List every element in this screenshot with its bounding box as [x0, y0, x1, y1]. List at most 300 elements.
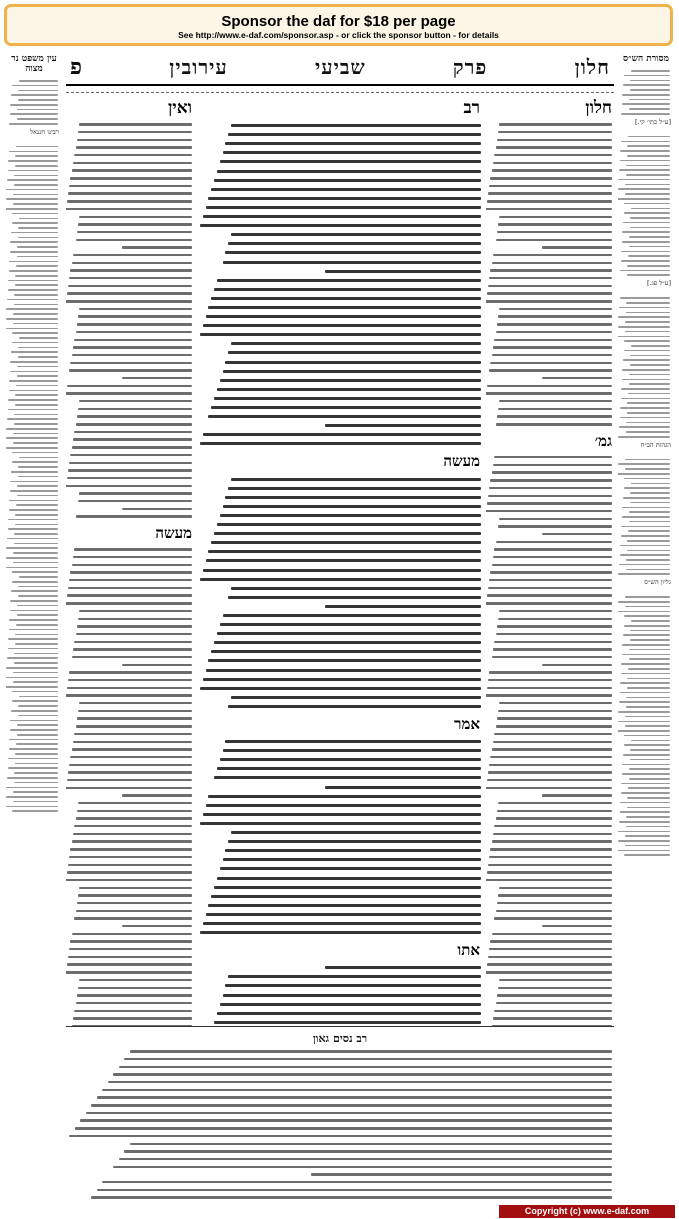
margin-line	[14, 294, 58, 296]
margin-line	[619, 307, 670, 309]
copyright-badge[interactable]: Copyright (c) www.e-daf.com	[499, 1205, 675, 1218]
margin-line	[7, 299, 58, 301]
margin-line	[15, 155, 58, 157]
text-line	[488, 587, 612, 589]
margin-line	[17, 246, 58, 248]
text-line	[214, 179, 481, 182]
text-line	[498, 894, 612, 896]
margin-line	[7, 179, 58, 181]
text-line	[228, 840, 481, 843]
text-line	[489, 948, 612, 950]
tosafot-word-maaseh: מעשה	[155, 524, 192, 543]
margin-line	[623, 497, 670, 499]
text-line	[490, 479, 612, 481]
margin-line	[16, 624, 58, 626]
margin-line	[7, 777, 58, 779]
text-line	[200, 822, 481, 825]
margin-line	[618, 711, 670, 713]
margin-line	[621, 113, 670, 115]
text-line	[74, 733, 192, 735]
text-line	[497, 231, 612, 233]
margin-line	[621, 141, 670, 143]
text-line	[496, 423, 612, 425]
text-line	[231, 124, 481, 127]
text-line	[220, 867, 481, 870]
margin-line	[630, 502, 670, 504]
text-line	[231, 831, 481, 834]
text-line	[203, 433, 481, 436]
margin-line	[12, 700, 58, 702]
margin-line	[628, 393, 670, 395]
text-line	[486, 879, 612, 881]
rashi-text	[486, 123, 614, 1050]
margin-line	[625, 193, 670, 195]
text-line	[80, 1119, 612, 1121]
text-line	[66, 787, 192, 789]
margin-line	[624, 350, 670, 352]
margin-line	[16, 504, 58, 506]
ein-mishpat-label: עין משפט נר מצוה	[11, 54, 57, 74]
text-line	[542, 533, 612, 535]
text-line	[497, 717, 612, 719]
margin-line	[628, 668, 670, 670]
text-line	[225, 984, 481, 987]
margin-line	[14, 772, 58, 774]
text-line	[200, 333, 481, 336]
text-line	[223, 505, 481, 508]
text-line	[489, 764, 612, 766]
margin-line	[13, 791, 58, 793]
text-line	[102, 1089, 612, 1091]
margin-line	[620, 417, 670, 419]
text-line	[231, 233, 481, 236]
text-line	[200, 578, 481, 581]
text-line	[494, 456, 612, 458]
margin-line	[618, 601, 670, 603]
margin-line	[631, 345, 670, 347]
margin-line	[13, 672, 58, 674]
margin-line	[630, 80, 670, 82]
margin-line	[626, 422, 670, 424]
text-line	[203, 813, 481, 816]
margin-line	[627, 687, 670, 689]
text-line	[487, 594, 612, 596]
text-line	[496, 1002, 612, 1004]
right-margin-note: [ע״ל כתי׳ קי.]	[635, 117, 671, 126]
right-margin-note: הגהות הב״ח	[640, 440, 671, 449]
text-line	[73, 1017, 192, 1019]
margin-line	[11, 232, 58, 234]
text-line	[208, 306, 481, 309]
text-line	[486, 392, 612, 394]
text-line	[214, 886, 481, 889]
text-line	[77, 323, 192, 325]
margin-line	[6, 318, 58, 320]
text-line	[490, 848, 612, 850]
text-line	[499, 216, 612, 218]
text-line	[78, 987, 192, 989]
margin-line	[18, 715, 58, 717]
text-line	[217, 170, 481, 173]
text-line	[200, 224, 481, 227]
text-line	[325, 424, 481, 427]
text-line	[488, 771, 612, 773]
margin-line	[620, 692, 670, 694]
text-line	[231, 587, 481, 590]
margin-line	[622, 773, 670, 775]
text-line	[499, 400, 612, 402]
margin-line	[631, 483, 670, 485]
margin-line	[627, 797, 670, 799]
text-line	[498, 987, 612, 989]
margin-line	[621, 783, 670, 785]
text-line	[208, 415, 481, 418]
text-line	[66, 485, 192, 487]
text-line	[76, 633, 192, 635]
margin-line	[622, 507, 670, 509]
margin-line	[619, 564, 670, 566]
margin-line	[13, 442, 58, 444]
text-line	[77, 902, 192, 904]
text-line	[67, 594, 192, 596]
margin-line	[6, 667, 58, 669]
text-line	[203, 215, 481, 218]
text-line	[225, 142, 481, 145]
margin-line	[6, 437, 58, 439]
text-line	[78, 618, 192, 620]
margin-line	[631, 740, 670, 742]
margin-line	[18, 705, 58, 707]
text-line	[498, 710, 612, 712]
margin-line	[618, 573, 670, 575]
text-line	[496, 817, 612, 819]
text-line	[203, 922, 481, 925]
margin-line	[622, 369, 670, 371]
margin-line	[9, 270, 58, 272]
text-line	[498, 525, 612, 527]
margin-line	[16, 146, 58, 148]
text-line	[68, 587, 192, 589]
text-line	[77, 717, 192, 719]
margin-line	[15, 763, 58, 765]
text-line	[225, 361, 481, 364]
gemara-word-amar: אמר	[454, 715, 480, 733]
text-line	[122, 246, 192, 248]
text-line	[73, 254, 192, 256]
margin-line	[18, 586, 58, 588]
margin-line	[14, 423, 58, 425]
text-line	[102, 1181, 612, 1183]
right-margin	[618, 50, 674, 1200]
text-line	[211, 895, 481, 898]
margin-line	[625, 845, 670, 847]
sponsor-banner[interactable]	[4, 4, 673, 46]
text-line	[220, 623, 481, 626]
text-line	[542, 794, 612, 796]
text-line	[67, 687, 192, 689]
margin-line	[9, 509, 58, 511]
text-line	[70, 848, 192, 850]
margin-line	[10, 241, 58, 243]
text-line	[72, 446, 192, 448]
margin-line	[14, 782, 58, 784]
margin-line	[12, 461, 58, 463]
text-line	[493, 833, 612, 835]
margin-line	[625, 331, 670, 333]
text-line	[68, 864, 192, 866]
text-line	[130, 1050, 612, 1052]
text-line	[499, 518, 612, 520]
margin-line	[10, 104, 58, 106]
text-line	[76, 817, 192, 819]
margin-line	[18, 466, 58, 468]
text-line	[214, 1021, 481, 1024]
text-line	[91, 1196, 612, 1198]
bottom-commentary-text	[66, 1050, 614, 1200]
text-line	[325, 786, 481, 789]
text-line	[225, 496, 481, 499]
margin-line	[6, 428, 58, 430]
text-line	[494, 1010, 612, 1012]
text-line	[78, 500, 192, 502]
text-line	[208, 795, 481, 798]
text-line	[211, 541, 481, 544]
margin-line	[12, 452, 58, 454]
text-line	[73, 346, 192, 348]
bottom-commentary	[66, 1026, 614, 1200]
text-line	[225, 251, 481, 254]
margin-line	[621, 535, 670, 537]
text-line	[211, 188, 481, 191]
margin-line	[17, 118, 58, 120]
text-line	[70, 362, 192, 364]
text-line	[66, 879, 192, 881]
text-line	[97, 1189, 612, 1191]
margin-line	[618, 463, 670, 465]
margin-line	[9, 619, 58, 621]
text-line	[74, 548, 192, 550]
margin-line	[626, 312, 670, 314]
margin-line	[12, 810, 58, 812]
text-line	[498, 131, 612, 133]
text-line	[77, 625, 192, 627]
text-line	[487, 871, 612, 873]
margin-line	[622, 654, 670, 656]
margin-line	[7, 538, 58, 540]
rashi-opening-word: חלון	[585, 98, 612, 118]
text-line	[493, 464, 612, 466]
margin-line	[620, 297, 670, 299]
sponsor-banner-title: Sponsor the daf for $18 per page	[221, 13, 456, 30]
text-line	[79, 123, 192, 125]
text-line	[76, 239, 192, 241]
margin-line	[629, 658, 670, 660]
margin-line	[629, 521, 670, 523]
margin-line	[620, 270, 670, 272]
text-line	[492, 354, 612, 356]
text-line	[70, 756, 192, 758]
text-line	[206, 206, 481, 209]
text-line	[489, 369, 612, 371]
text-line	[487, 292, 612, 294]
text-line	[490, 177, 612, 179]
text-line	[69, 1135, 612, 1137]
text-line	[122, 794, 192, 796]
text-line	[220, 514, 481, 517]
margin-line	[618, 436, 670, 438]
text-line	[220, 160, 481, 163]
margin-line	[9, 500, 58, 502]
text-line	[231, 342, 481, 345]
text-line	[79, 492, 192, 494]
margin-line	[15, 284, 58, 286]
text-line	[76, 146, 192, 148]
margin-line	[627, 807, 670, 809]
text-line	[494, 825, 612, 827]
text-line	[68, 192, 192, 194]
text-line	[78, 223, 192, 225]
margin-line	[9, 748, 58, 750]
margin-line	[629, 768, 670, 770]
margin-line	[12, 85, 58, 87]
text-line	[494, 917, 612, 919]
margin-line	[6, 677, 58, 679]
text-line	[487, 963, 612, 965]
text-line	[67, 385, 192, 387]
margin-line	[622, 764, 670, 766]
margin-line	[627, 678, 670, 680]
margin-line	[11, 351, 58, 353]
margin-line	[619, 821, 670, 823]
margin-line	[623, 222, 670, 224]
text-line	[69, 948, 192, 950]
text-line	[86, 1112, 612, 1114]
text-line	[79, 702, 192, 704]
text-line	[108, 1081, 612, 1083]
text-line	[200, 442, 481, 445]
margin-line	[15, 394, 58, 396]
margin-line	[624, 75, 670, 77]
text-line	[76, 423, 192, 425]
margin-line	[626, 826, 670, 828]
margin-line	[13, 801, 58, 803]
text-line	[66, 694, 192, 696]
margin-line	[9, 261, 58, 263]
margin-line	[9, 380, 58, 382]
text-line	[490, 940, 612, 942]
text-line	[73, 741, 192, 743]
text-line	[77, 231, 192, 233]
text-line	[73, 833, 192, 835]
margin-line	[19, 457, 58, 459]
text-line	[325, 270, 481, 273]
margin-line	[11, 471, 58, 473]
margin-line	[630, 217, 670, 219]
margin-line	[627, 540, 670, 542]
text-line	[77, 415, 192, 417]
text-line	[488, 679, 612, 681]
margin-line	[630, 759, 670, 761]
margin-line	[625, 321, 670, 323]
text-line	[79, 216, 192, 218]
margin-line	[620, 150, 670, 152]
margin-line	[8, 289, 58, 291]
margin-line	[624, 212, 670, 214]
text-line	[78, 710, 192, 712]
text-line	[66, 208, 192, 210]
text-line	[311, 1173, 612, 1175]
margin-line	[14, 184, 58, 186]
margin-line	[14, 175, 58, 177]
margin-line	[18, 595, 58, 597]
text-line	[78, 802, 192, 804]
margin-line	[12, 222, 58, 224]
text-line	[492, 933, 612, 935]
margin-line	[620, 160, 670, 162]
margin-line	[623, 84, 670, 86]
margin-line	[626, 431, 670, 433]
text-line	[91, 1104, 612, 1106]
margin-line	[630, 364, 670, 366]
text-line	[487, 385, 612, 387]
left-margin-note: רבינו חננאל	[30, 127, 59, 136]
margin-line	[12, 581, 58, 583]
margin-line	[622, 94, 670, 96]
text-line	[494, 154, 612, 156]
margin-line	[9, 151, 58, 153]
text-line	[492, 564, 612, 566]
margin-line	[621, 663, 670, 665]
text-line	[487, 502, 612, 504]
text-line	[122, 508, 192, 510]
text-line	[124, 1150, 612, 1152]
text-line	[206, 913, 481, 916]
text-line	[493, 648, 612, 650]
margin-line	[7, 418, 58, 420]
text-line	[492, 840, 612, 842]
rashi-word-gemara: גמ׳	[594, 431, 612, 450]
text-line	[492, 262, 612, 264]
right-margin-note: גליון הש״ס	[644, 578, 671, 587]
text-line	[74, 339, 192, 341]
text-line	[67, 871, 192, 873]
text-line	[325, 966, 481, 969]
margin-line	[17, 495, 58, 497]
text-line	[490, 362, 612, 364]
margin-line	[17, 734, 58, 736]
margin-line	[627, 145, 670, 147]
margin-line	[624, 615, 670, 617]
text-line	[498, 223, 612, 225]
text-line	[493, 556, 612, 558]
margin-line	[18, 227, 58, 229]
text-line	[542, 246, 612, 248]
text-line	[231, 696, 481, 699]
text-line	[69, 856, 192, 858]
margin-line	[11, 590, 58, 592]
text-line	[488, 864, 612, 866]
margin-line	[8, 409, 58, 411]
text-line	[70, 269, 192, 271]
margin-line	[629, 383, 670, 385]
margin-line	[9, 123, 58, 125]
margin-line	[618, 611, 670, 613]
text-line	[119, 1066, 612, 1068]
text-line	[69, 462, 192, 464]
margin-line	[19, 80, 58, 82]
text-line	[499, 979, 612, 981]
text-line	[498, 315, 612, 317]
